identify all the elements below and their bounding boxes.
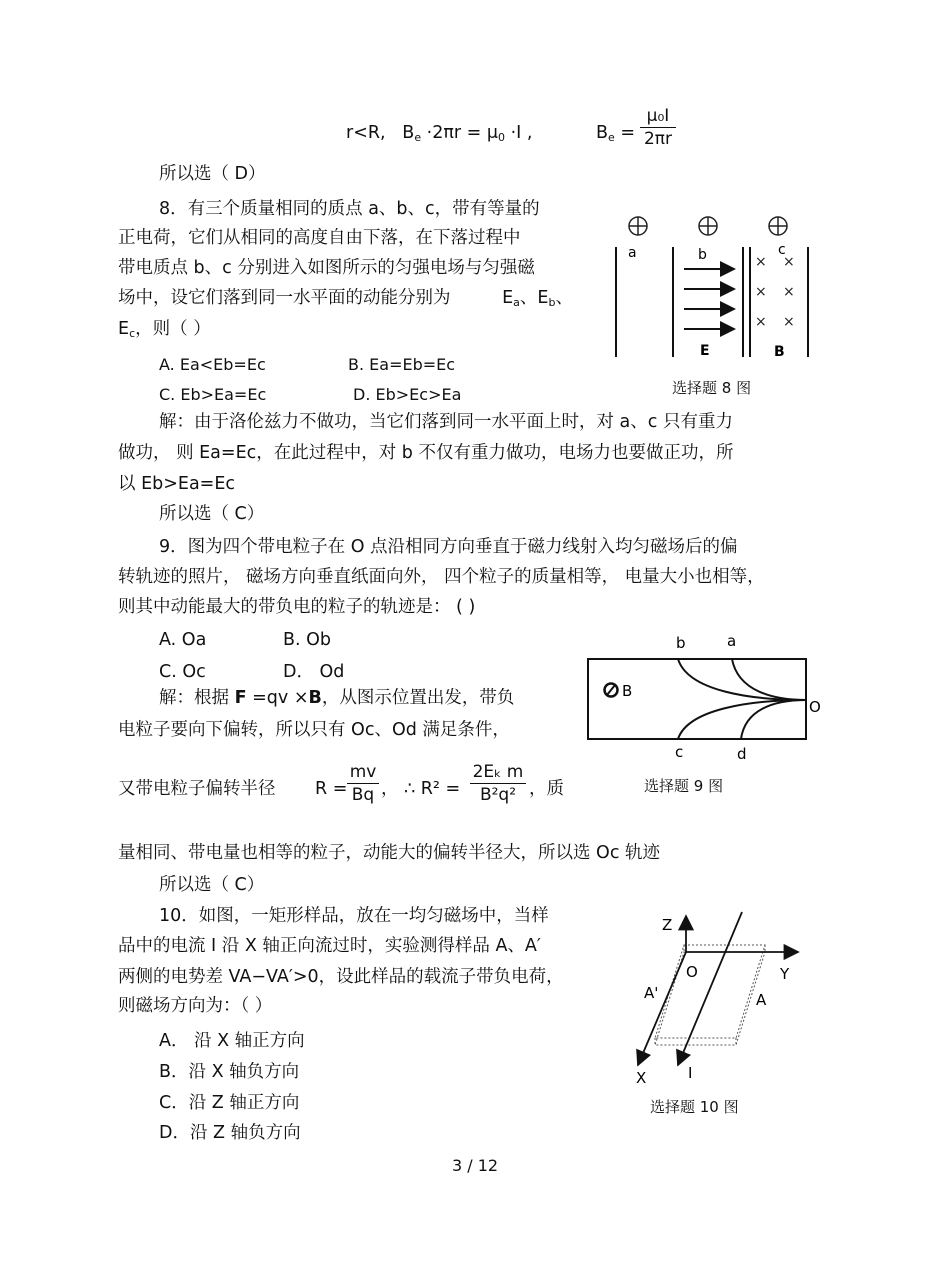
q9-solution-line4: 量相同、带电量也相等的粒子，动能大的偏转半径大，所以选 Oc 轨迹 (118, 843, 661, 863)
fig9-label-b: b (676, 634, 686, 652)
trajectory-d (741, 700, 806, 739)
fig10-label-Y: Y (780, 965, 790, 983)
q9-force-F: F (234, 688, 247, 708)
formula-sub-e: e (414, 131, 422, 144)
fig8-label-c: c (778, 242, 786, 258)
svg-text:×: × (783, 254, 795, 270)
q9-sol3-tail: ，质 (529, 779, 564, 799)
q9-option-d: D． Od (283, 662, 345, 682)
q10-option-b: B．沿 X 轴负方向 (159, 1062, 300, 1082)
fig9-label-d: d (737, 745, 747, 763)
q8-line2: 正电荷，它们从相同的高度自由下落，在下落过程中 (118, 228, 521, 248)
formula-lhs (596, 122, 635, 149)
q9-sol-prefix: 解：根据 (159, 688, 229, 708)
sample-slab (655, 945, 765, 1045)
q9-frac2-numerator: 2Eₖ m (470, 762, 526, 784)
svg-text:×: × (755, 254, 767, 270)
svg-text:×: × (783, 314, 795, 330)
q9-r-squared-fraction (470, 762, 526, 805)
q9-solution-line3-text: 又带电粒子偏转半径 (118, 779, 276, 799)
q8-option-a: A. Ea<Eb=Ec (159, 355, 266, 374)
q9-frac1-denominator: Bq (351, 785, 375, 805)
q8-figure-caption: 选择题 8 图 (672, 379, 752, 397)
electric-field-arrows (684, 269, 734, 329)
q9-radius-fraction (347, 762, 379, 805)
q8-line4 (118, 287, 573, 314)
q9-answer: 所以选（ C） (159, 875, 265, 895)
q8-sep: 、 (555, 288, 573, 308)
fig9-label-O: O (809, 698, 821, 716)
q8-option-d: D. Eb>Ec>Ea (353, 385, 462, 404)
q8-solution-line3: 以 Eb>Ea=Ec (118, 474, 236, 494)
fraction-denominator: 2πr (643, 129, 673, 149)
q8-solution-line2: 做功， 则 Ea=Ec，在此过程中，对 b 不仅有重力做功，电场力也要做正功，所 (118, 443, 734, 463)
q9-figure (580, 628, 830, 768)
q9-line2: 转轨迹的照片， 磁场方向垂直纸面向外， 四个粒子的质量相等， 电量大小也相等， (118, 567, 765, 587)
current-arrow (678, 912, 742, 1065)
q9-line1: 9．图为四个带电粒子在 O 点沿相同方向垂直于磁力线射入均匀磁场后的偏 (159, 537, 738, 557)
fig10-label-I: I (688, 1064, 693, 1082)
q9-solution-line2: 电粒子要向下偏转，所以只有 Oc、Od 满足条件， (118, 720, 510, 740)
field-out-of-page-icon (605, 684, 618, 697)
svg-text:×: × (783, 284, 795, 300)
formula-lhs-B: B (596, 123, 609, 143)
q9-solution-line1 (159, 687, 514, 709)
formula-r-less-R: r<R, (346, 123, 386, 143)
fig8-label-a: a (628, 245, 637, 261)
fig10-label-X: X (636, 1069, 647, 1087)
fig9-label-a: a (727, 632, 737, 650)
svg-text:×: × (755, 314, 767, 330)
formula-I: ·I , (505, 123, 533, 143)
q8-line1: 8．有三个质量相同的质点 a、b、c，带有等量的 (159, 199, 540, 219)
q9-frac2-denominator: B²q² (479, 785, 517, 805)
q8-line5 (118, 318, 211, 345)
svg-text:×: × (755, 284, 767, 300)
fig10-label-Aprime: A' (644, 984, 659, 1002)
q8-sub-c: c (129, 327, 136, 340)
fig9-label-c: c (675, 743, 684, 761)
formula-sub-0: 0 (498, 131, 506, 144)
q10-line3: 两侧的电势差 VA−VA′>0，设此样品的载流子带负电荷， (118, 967, 564, 987)
q8-option-b: B. Ea=Eb=Ec (348, 355, 456, 374)
q10-figure-caption: 选择题 10 图 (650, 1098, 739, 1116)
q10-option-d: D．沿 Z 轴负方向 (159, 1123, 301, 1143)
q8-sub-a: a (513, 296, 520, 309)
formula-equals: = (620, 123, 636, 143)
formula-fraction (640, 106, 676, 149)
q8-answer: 所以选（ C） (159, 504, 265, 524)
fig8-label-B: B (774, 344, 785, 360)
fig9-label-B: B (622, 682, 633, 700)
formula-B: B (402, 123, 415, 143)
q9-figure-caption: 选择题 9 图 (644, 777, 724, 795)
q10-line1: 10．如图，一矩形样品，放在一均匀磁场中，当样 (159, 906, 549, 926)
formula-part (346, 122, 532, 149)
q8-sub-b: b (548, 296, 556, 309)
fig10-label-Z: Z (662, 916, 673, 934)
q8-line5-text: ，则（ ） (135, 319, 211, 339)
q9-sol-rest: ，从图示位置出发，带负 (321, 688, 515, 708)
q10-option-a: A． 沿 X 轴正方向 (159, 1031, 305, 1051)
q9-option-b: B. Ob (283, 630, 332, 650)
fig10-label-O: O (686, 963, 698, 981)
q9-qv-cross: =qv × (252, 688, 309, 708)
q9-therefore: ， ∴ R² = (381, 779, 461, 799)
trajectory-a (732, 659, 806, 700)
q8-solution-line1: 解：由于洛伦兹力不做功，当它们落到同一水平面上时，对 a、c 只有重力 (159, 412, 733, 432)
q9-option-c: C. Oc (159, 662, 206, 682)
formula-lhs-sub: e (608, 131, 615, 144)
fig10-label-A: A (756, 991, 767, 1009)
q9-radius-R: R = (315, 779, 348, 799)
magnetic-field-crosses (755, 254, 795, 330)
q8-figure (600, 205, 830, 370)
q9-field-B: B (308, 688, 322, 708)
q8-Ec: E (118, 319, 130, 339)
q8-line4-text: 场中，设它们落到同一水平面的动能分别为 (118, 288, 451, 308)
x-axis (638, 952, 686, 1065)
fig8-label-E: E (700, 343, 710, 359)
q8-Ea: E (502, 288, 514, 308)
fig8-label-b: b (698, 247, 707, 263)
q9-option-a: A. Oa (159, 630, 207, 650)
q8-option-c: C. Eb>Ea=Ec (159, 385, 267, 404)
q9-line3: 则其中动能最大的带负电的粒子的轨迹是： ( ) (118, 597, 476, 617)
formula-2pir-mu: ·2πr = μ (426, 123, 499, 143)
q10-line2: 品中的电流 I 沿 X 轴正向流过时，实验测得样品 A、A′ (118, 936, 541, 956)
particle-b-icon (699, 217, 717, 235)
answer-prev: 所以选（ D） (159, 164, 266, 184)
q10-option-c: C．沿 Z 轴正方向 (159, 1093, 300, 1113)
page-number: 3 / 12 (452, 1156, 499, 1175)
fraction-numerator: μ₀I (640, 106, 676, 128)
q8-line3: 带电质点 b、c 分别进入如图所示的匀强电场与匀强磁 (118, 258, 535, 278)
q8-Eb: 、E (519, 288, 549, 308)
particle-c-icon (769, 217, 787, 235)
q10-line4: 则磁场方向为：（ ） (118, 996, 273, 1016)
q10-figure (620, 900, 820, 1090)
q9-frac1-numerator: mv (347, 762, 379, 784)
particle-a-icon (629, 217, 647, 235)
